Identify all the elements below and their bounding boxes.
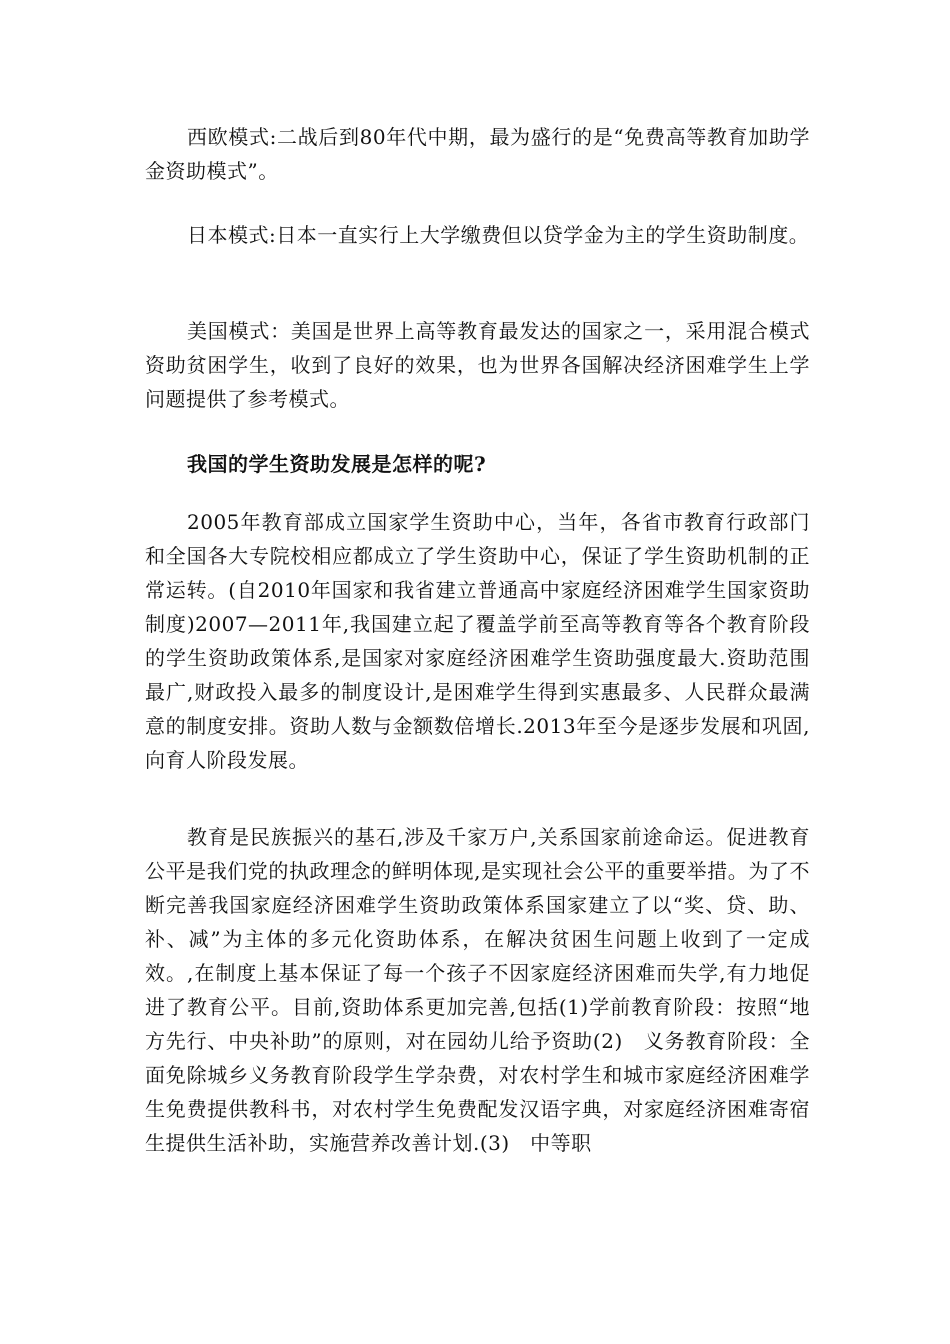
paragraph-western-europe-model — [145, 120, 810, 188]
paragraph-education-equity — [145, 820, 810, 1160]
section-heading — [145, 447, 810, 481]
paragraph-japan-model — [145, 218, 810, 252]
paragraph-text: 2005年教育部成立国家学生资助中心，当年，各省市教育行政部门和全国各大专院校相应都成立了学生资助中心，保证了学生资助机制的正常运转。(自2010年国家和我省建立普通高中家庭经济困难学生国家资助制度)2007—2011年,我国建立起了覆盖学前至高等教育等各个教育阶段的学生资助政策体系,是国家对家庭经济困难学生资助强度最大.资助范围最广,财政投入最多的制度设计,是困难学生得到实惠最多、人民群众最满意的制度安排。资助人数与金额数倍增长.2013年至今是逐步发展和巩固,向育人阶段发展。 — [145, 510, 810, 772]
paragraph-development-history — [145, 505, 810, 777]
paragraph-us-model — [145, 314, 810, 416]
paragraph-text: 美国模式：美国是世界上高等教育最发达的国家之一，采用混合模式资助贫困学生，收到了良好的效果，也为世界各国解决经济困难学生上学问题提供了参考模式。 — [145, 319, 810, 411]
paragraph-text: 教育是民族振兴的基石,涉及千家万户,关系国家前途命运。促进教育公平是我们党的执政理念的鲜明体现,是实现社会公平的重要举措。为了不断完善我国家庭经济困难学生资助政策体系国家建立了以“奖、贷、助、补、减”为主体的多元化资助体系，在解决贫困生问题上收到了一定成效。,在制度上基本保证了每一个孩子不因家庭经济困难而失学,有力地促进了教育公平。目前,资助体系更加完善,包括(1)学前教育阶段：按照“地方先行、中央补助”的原则，对在园幼儿给予资助(2) 义务教育阶段：全面免除城乡义务教育阶段学生学杂费，对农村学生和城市家庭经济困难学生免费提供教科书，对农村学生免费配发汉语字典，对家庭经济困难寄宿生提供生活补助，实施营养改善计划.(3) 中等职 — [145, 825, 810, 1155]
heading-text: 我国的学生资助发展是怎样的呢? — [187, 452, 487, 476]
paragraph-text: 日本模式:日本一直实行上大学缴费但以贷学金为主的学生资助制度。 — [187, 223, 810, 247]
paragraph-text: 西欧模式:二战后到80年代中期，最为盛行的是“免费高等教育加助学金资助模式”。 — [145, 125, 810, 183]
